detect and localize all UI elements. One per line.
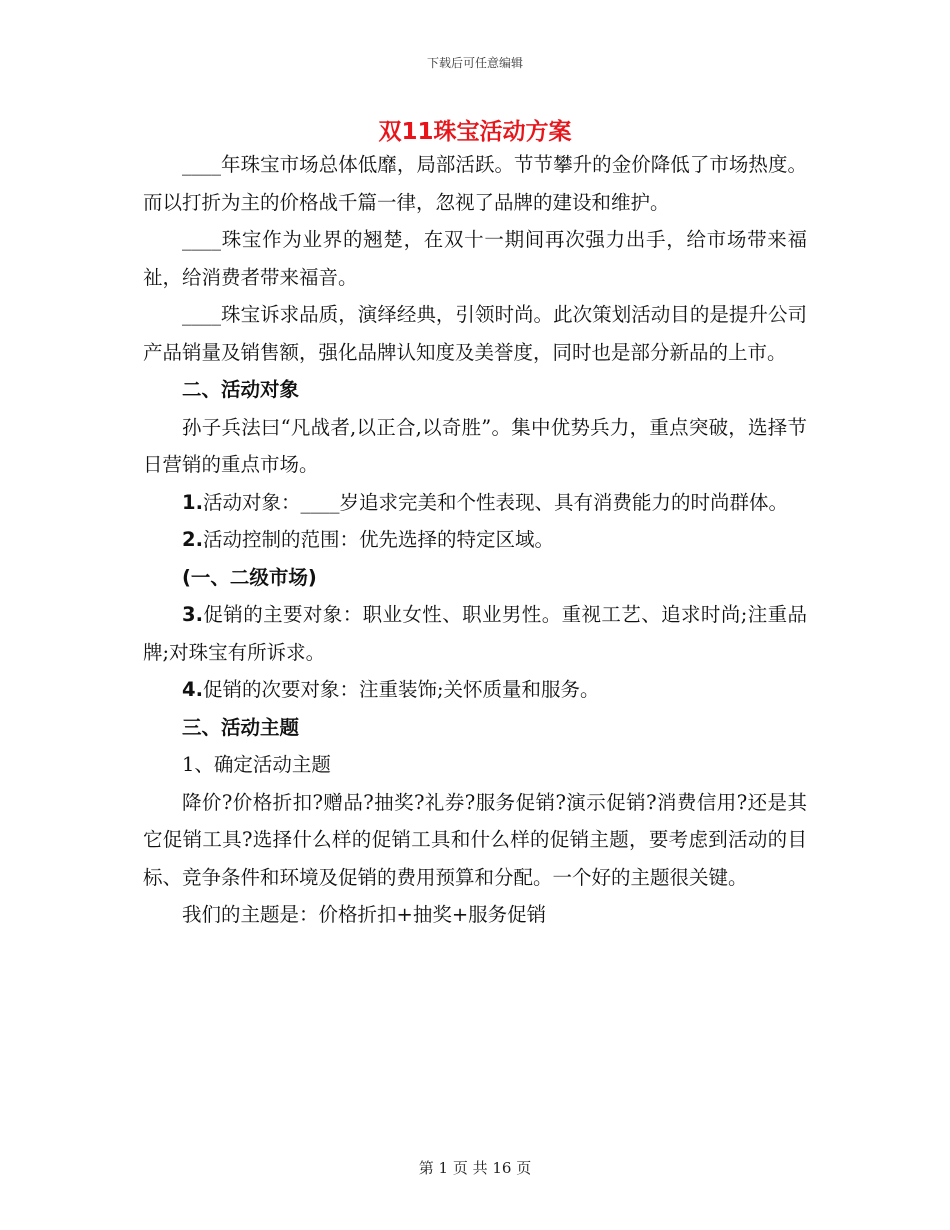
list-item-number: 2.: [182, 528, 203, 551]
list-item-text: 促销的次要对象：注重装饰;关怀质量和服务。: [202, 678, 600, 701]
list-item-scope: [143, 521, 807, 559]
list-item-number: 3.: [182, 603, 203, 626]
paragraph-our-theme: 我们的主题是：价格折扣+抽奖+服务促销: [182, 903, 547, 926]
paragraph-promotion-tools: 降价?价格折扣?赠品?抽奖?礼券?服务促销?演示促销?消费信用?还是其它促销工具?选择什么样的促销工具和什么样的促销主题，要考虑到活动的目标、竞争条件和环境及促销的费用预算和分配。一个好的主题很关键。: [143, 790, 807, 889]
paragraph-intro-market: ____年珠宝市场总体低靡，局部活跃。节节攀升的金价降低了市场热度。而以打折为主的价格战千篇一律，忽视了品牌的建设和维护。: [143, 153, 807, 214]
document-title: 双11珠宝活动方案: [378, 119, 572, 145]
subheading-markets: (一、二级市场): [182, 565, 317, 589]
page-header-note: 下载后可任意编辑: [426, 56, 523, 70]
section-heading-theme: 三、活动主题: [182, 715, 300, 739]
list-item-primary-audience: [143, 596, 807, 671]
list-item-secondary-audience: [143, 671, 807, 709]
paragraph-strategy-quote: 孙子兵法曰“凡战者,以正合,以奇胜”。集中优势兵力，重点突破，选择节日营销的重点市场。: [143, 415, 807, 476]
document-body: [143, 146, 807, 934]
list-item-text: 活动控制的范围：优先选择的特定区域。: [202, 528, 554, 551]
paragraph-intro-purpose: ____珠宝诉求品质，演绎经典，引领时尚。此次策划活动目的是提升公司产品销量及销售额，强化品牌认知度及美誉度，同时也是部分新品的上市。: [143, 303, 807, 364]
paragraph-intro-brand: ____珠宝作为业界的翘楚，在双十一期间再次强力出手，给市场带来福祉，给消费者带来福音。: [143, 228, 807, 289]
list-item-text: 活动对象：____岁追求完美和个性表现、具有消费能力的时尚群体。: [202, 490, 788, 514]
list-item-text: 促销的主要对象：职业女性、职业男性。重视工艺、追求时尚;注重品牌;对珠宝有所诉求。: [143, 603, 807, 664]
section-heading-targets: 二、活动对象: [182, 378, 300, 401]
list-item-number: 1.: [182, 490, 203, 514]
page-footer-number: 第 1 页 共 16 页: [418, 1159, 532, 1177]
subheading-define-theme: 1、确定活动主题: [182, 753, 331, 776]
list-item-number: 4.: [182, 678, 203, 701]
list-item-target-group: [143, 484, 807, 522]
